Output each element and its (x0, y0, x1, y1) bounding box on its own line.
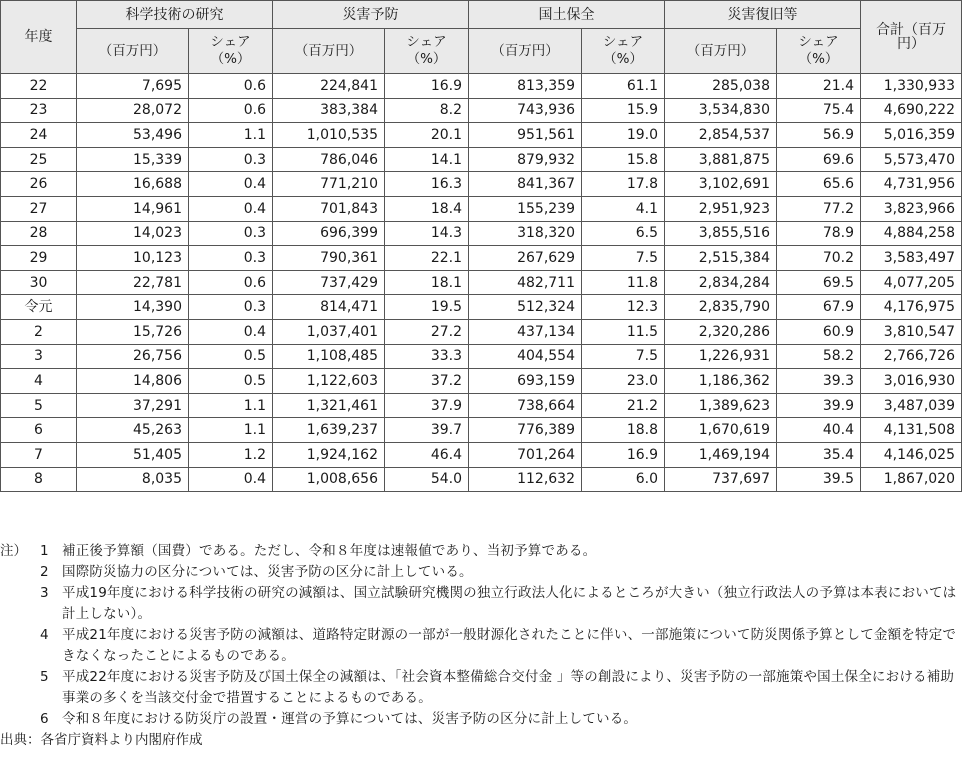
cell-prevention-share: 39.7 (385, 418, 469, 443)
cell-prevention: 1,037,401 (273, 319, 385, 344)
cell-science: 14,806 (77, 369, 189, 394)
table-row (1, 147, 962, 172)
cell-recovery: 737,697 (665, 467, 777, 492)
note-item (0, 625, 963, 667)
table-row (1, 418, 962, 443)
cell-conservation-share: 15.9 (582, 98, 665, 123)
cell-recovery: 1,389,623 (665, 393, 777, 418)
cell-year: 4 (1, 369, 77, 394)
cell-conservation: 776,389 (469, 418, 582, 443)
cell-science-share: 0.6 (189, 98, 273, 123)
cell-science-share: 0.3 (189, 295, 273, 320)
cell-recovery: 2,515,384 (665, 246, 777, 271)
note-number: 4 (40, 627, 49, 643)
header-recovery-share: シェア （%） (777, 29, 861, 74)
cell-total: 1,330,933 (861, 74, 962, 99)
cell-prevention-share: 14.3 (385, 221, 469, 246)
cell-prevention: 1,108,485 (273, 344, 385, 369)
cell-science: 14,961 (77, 196, 189, 221)
header-science-amount: （百万円） (77, 29, 189, 74)
table-row (1, 442, 962, 467)
cell-year: 令元 (1, 295, 77, 320)
cell-prevention: 814,471 (273, 295, 385, 320)
cell-total: 1,867,020 (861, 467, 962, 492)
cell-recovery-share: 21.4 (777, 74, 861, 99)
table-row (1, 246, 962, 271)
cell-conservation: 693,159 (469, 369, 582, 394)
cell-prevention-share: 54.0 (385, 467, 469, 492)
cell-total: 5,016,359 (861, 123, 962, 148)
cell-year: 23 (1, 98, 77, 123)
cell-recovery-share: 39.3 (777, 369, 861, 394)
cell-prevention-share: 27.2 (385, 319, 469, 344)
cell-conservation: 404,554 (469, 344, 582, 369)
cell-year: 25 (1, 147, 77, 172)
cell-year: 27 (1, 196, 77, 221)
cell-conservation: 743,936 (469, 98, 582, 123)
cell-prevention: 383,384 (273, 98, 385, 123)
cell-science-share: 0.3 (189, 147, 273, 172)
cell-recovery: 2,834,284 (665, 270, 777, 295)
cell-total: 3,487,039 (861, 393, 962, 418)
cell-science: 14,390 (77, 295, 189, 320)
cell-year: 7 (1, 442, 77, 467)
note-text: 平成19年度における科学技術の研究の減額は、国立試験研究機関の独立行政法人化によるところが大きい（独立行政法人の予算は本表においては計上しない）。 (62, 585, 957, 622)
cell-science: 15,726 (77, 319, 189, 344)
cell-conservation-share: 6.5 (582, 221, 665, 246)
cell-recovery-share: 70.2 (777, 246, 861, 271)
cell-conservation: 951,561 (469, 123, 582, 148)
cell-total: 3,810,547 (861, 319, 962, 344)
cell-total: 4,146,025 (861, 442, 962, 467)
cell-conservation: 482,711 (469, 270, 582, 295)
cell-conservation-share: 12.3 (582, 295, 665, 320)
cell-conservation: 112,632 (469, 467, 582, 492)
cell-prevention: 1,924,162 (273, 442, 385, 467)
table-row (1, 221, 962, 246)
note-number: 2 (40, 564, 49, 580)
cell-prevention-share: 18.1 (385, 270, 469, 295)
cell-science: 28,072 (77, 98, 189, 123)
cell-recovery-share: 58.2 (777, 344, 861, 369)
cell-science: 7,695 (77, 74, 189, 99)
cell-total: 3,016,930 (861, 369, 962, 394)
cell-science: 53,496 (77, 123, 189, 148)
cell-recovery: 3,881,875 (665, 147, 777, 172)
cell-recovery-share: 78.9 (777, 221, 861, 246)
cell-recovery-share: 67.9 (777, 295, 861, 320)
cell-prevention-share: 8.2 (385, 98, 469, 123)
cell-prevention-share: 19.5 (385, 295, 469, 320)
cell-science-share: 1.1 (189, 393, 273, 418)
cell-recovery: 285,038 (665, 74, 777, 99)
cell-recovery: 1,469,194 (665, 442, 777, 467)
cell-conservation: 701,264 (469, 442, 582, 467)
cell-science-share: 0.4 (189, 172, 273, 197)
cell-conservation-share: 15.8 (582, 147, 665, 172)
cell-science: 22,781 (77, 270, 189, 295)
cell-conservation-share: 17.8 (582, 172, 665, 197)
cell-science-share: 1.2 (189, 442, 273, 467)
table-row (1, 172, 962, 197)
cell-conservation: 813,359 (469, 74, 582, 99)
cell-year: 29 (1, 246, 77, 271)
cell-recovery: 3,534,830 (665, 98, 777, 123)
cell-year: 22 (1, 74, 77, 99)
note-text: 令和８年度における防災庁の設置・運営の予算については、災害予防の区分に計上している。 (62, 711, 638, 727)
table-row (1, 393, 962, 418)
table-row (1, 74, 962, 99)
cell-prevention: 771,210 (273, 172, 385, 197)
cell-prevention-share: 20.1 (385, 123, 469, 148)
cell-prevention: 224,841 (273, 74, 385, 99)
note-text: 国際防災協力の区分については、災害予防の区分に計上している。 (62, 564, 473, 580)
cell-conservation: 879,932 (469, 147, 582, 172)
table-row (1, 344, 962, 369)
cell-conservation-share: 4.1 (582, 196, 665, 221)
cell-total: 2,766,726 (861, 344, 962, 369)
cell-total: 4,077,205 (861, 270, 962, 295)
cell-science-share: 0.6 (189, 74, 273, 99)
note-text: 平成21年度における災害予防の減額は、道路特定財源の一部が一般財源化されたことに伴い、一部施策について防災関係予算として金額を特定できなくなったことによるものである。 (62, 627, 957, 664)
cell-year: 26 (1, 172, 77, 197)
cell-conservation-share: 23.0 (582, 369, 665, 394)
cell-recovery: 1,186,362 (665, 369, 777, 394)
cell-science-share: 0.4 (189, 319, 273, 344)
cell-science-share: 0.6 (189, 270, 273, 295)
cell-prevention: 1,321,461 (273, 393, 385, 418)
cell-total: 4,731,956 (861, 172, 962, 197)
cell-recovery: 2,835,790 (665, 295, 777, 320)
table-row (1, 319, 962, 344)
cell-recovery: 3,855,516 (665, 221, 777, 246)
header-year: 年度 (1, 1, 77, 74)
cell-total: 3,823,966 (861, 196, 962, 221)
notes-lead: 注） (0, 543, 27, 559)
cell-conservation: 512,324 (469, 295, 582, 320)
cell-total: 3,583,497 (861, 246, 962, 271)
cell-prevention: 1,639,237 (273, 418, 385, 443)
cell-science-share: 0.3 (189, 246, 273, 271)
cell-conservation-share: 19.0 (582, 123, 665, 148)
cell-conservation-share: 18.8 (582, 418, 665, 443)
cell-prevention-share: 46.4 (385, 442, 469, 467)
table-row (1, 295, 962, 320)
cell-year: 24 (1, 123, 77, 148)
cell-recovery: 2,320,286 (665, 319, 777, 344)
cell-science-share: 0.4 (189, 467, 273, 492)
cell-recovery: 3,102,691 (665, 172, 777, 197)
cell-prevention: 1,010,535 (273, 123, 385, 148)
header-science-share: シェア （%） (189, 29, 273, 74)
note-item (0, 562, 963, 583)
header-prevention: 災害予防 (273, 1, 469, 29)
cell-science-share: 0.4 (189, 196, 273, 221)
cell-conservation-share: 11.8 (582, 270, 665, 295)
cell-recovery: 2,854,537 (665, 123, 777, 148)
note-item (0, 709, 963, 730)
cell-total: 5,573,470 (861, 147, 962, 172)
cell-prevention-share: 33.3 (385, 344, 469, 369)
cell-recovery-share: 75.4 (777, 98, 861, 123)
cell-recovery-share: 40.4 (777, 418, 861, 443)
cell-recovery-share: 39.9 (777, 393, 861, 418)
cell-science: 45,263 (77, 418, 189, 443)
header-recovery-amount: （百万円） (665, 29, 777, 74)
cell-science: 16,688 (77, 172, 189, 197)
note-item (0, 667, 963, 709)
cell-year: 2 (1, 319, 77, 344)
note-number: 5 (40, 669, 49, 685)
cell-recovery: 2,951,923 (665, 196, 777, 221)
cell-conservation: 437,134 (469, 319, 582, 344)
cell-recovery-share: 35.4 (777, 442, 861, 467)
cell-prevention-share: 22.1 (385, 246, 469, 271)
cell-science-share: 0.5 (189, 369, 273, 394)
cell-prevention: 790,361 (273, 246, 385, 271)
table-header (1, 1, 962, 74)
cell-prevention: 1,122,603 (273, 369, 385, 394)
cell-science-share: 1.1 (189, 418, 273, 443)
cell-recovery-share: 69.6 (777, 147, 861, 172)
source-line: 出典：各省庁資料より内閣府作成 (0, 732, 203, 748)
note-number: 3 (40, 585, 49, 601)
cell-conservation-share: 7.5 (582, 344, 665, 369)
cell-science: 14,023 (77, 221, 189, 246)
header-conservation: 国土保全 (469, 1, 665, 29)
header-science: 科学技術の研究 (77, 1, 273, 29)
cell-science: 15,339 (77, 147, 189, 172)
header-prevention-share: シェア （%） (385, 29, 469, 74)
cell-year: 6 (1, 418, 77, 443)
notes-section (0, 541, 963, 751)
cell-science: 26,756 (77, 344, 189, 369)
cell-science-share: 0.3 (189, 221, 273, 246)
cell-prevention: 696,399 (273, 221, 385, 246)
cell-total: 4,690,222 (861, 98, 962, 123)
note-text: 平成22年度における災害予防及び国土保全の減額は、「社会資本整備総合交付金 」等の創設により、災害予防の一部施策や国土保全における補助事業の多くを当該交付金で措置することによるものである。 (62, 669, 955, 706)
table-row (1, 270, 962, 295)
cell-recovery-share: 69.5 (777, 270, 861, 295)
cell-year: 8 (1, 467, 77, 492)
header-conservation-amount: （百万円） (469, 29, 582, 74)
cell-prevention-share: 37.9 (385, 393, 469, 418)
cell-total: 4,131,508 (861, 418, 962, 443)
cell-prevention: 1,008,656 (273, 467, 385, 492)
cell-recovery: 1,670,619 (665, 418, 777, 443)
table-row (1, 196, 962, 221)
cell-conservation-share: 21.2 (582, 393, 665, 418)
cell-prevention-share: 37.2 (385, 369, 469, 394)
note-number: 1 (40, 543, 49, 559)
cell-conservation-share: 11.5 (582, 319, 665, 344)
cell-science: 37,291 (77, 393, 189, 418)
cell-year: 3 (1, 344, 77, 369)
note-item (0, 541, 963, 562)
cell-prevention-share: 14.1 (385, 147, 469, 172)
cell-conservation: 155,239 (469, 196, 582, 221)
cell-recovery-share: 60.9 (777, 319, 861, 344)
note-item (0, 583, 963, 625)
cell-science-share: 1.1 (189, 123, 273, 148)
note-text: 補正後予算額（国費）である。ただし、令和８年度は速報値であり、当初予算である。 (62, 543, 597, 559)
cell-total: 4,884,258 (861, 221, 962, 246)
cell-prevention: 786,046 (273, 147, 385, 172)
header-conservation-share: シェア （%） (582, 29, 665, 74)
cell-conservation-share: 6.0 (582, 467, 665, 492)
cell-conservation: 267,629 (469, 246, 582, 271)
table-row (1, 369, 962, 394)
cell-recovery: 1,226,931 (665, 344, 777, 369)
cell-science: 10,123 (77, 246, 189, 271)
cell-recovery-share: 77.2 (777, 196, 861, 221)
cell-recovery-share: 65.6 (777, 172, 861, 197)
cell-total: 4,176,975 (861, 295, 962, 320)
cell-conservation-share: 61.1 (582, 74, 665, 99)
cell-prevention-share: 18.4 (385, 196, 469, 221)
cell-science: 8,035 (77, 467, 189, 492)
cell-science-share: 0.5 (189, 344, 273, 369)
cell-year: 30 (1, 270, 77, 295)
cell-conservation: 318,320 (469, 221, 582, 246)
cell-conservation: 841,367 (469, 172, 582, 197)
cell-conservation-share: 16.9 (582, 442, 665, 467)
note-number: 6 (40, 711, 49, 727)
cell-prevention-share: 16.3 (385, 172, 469, 197)
cell-prevention: 737,429 (273, 270, 385, 295)
cell-recovery-share: 56.9 (777, 123, 861, 148)
cell-conservation-share: 7.5 (582, 246, 665, 271)
cell-prevention-share: 16.9 (385, 74, 469, 99)
header-total: 合計（百万円） (861, 1, 962, 74)
cell-recovery-share: 39.5 (777, 467, 861, 492)
header-prevention-amount: （百万円） (273, 29, 385, 74)
cell-year: 5 (1, 393, 77, 418)
cell-science: 51,405 (77, 442, 189, 467)
header-recovery: 災害復旧等 (665, 1, 861, 29)
table-row (1, 467, 962, 492)
table-body (1, 74, 962, 492)
cell-conservation: 738,664 (469, 393, 582, 418)
cell-year: 28 (1, 221, 77, 246)
table-row (1, 123, 962, 148)
table-row (1, 98, 962, 123)
cell-prevention: 701,843 (273, 196, 385, 221)
